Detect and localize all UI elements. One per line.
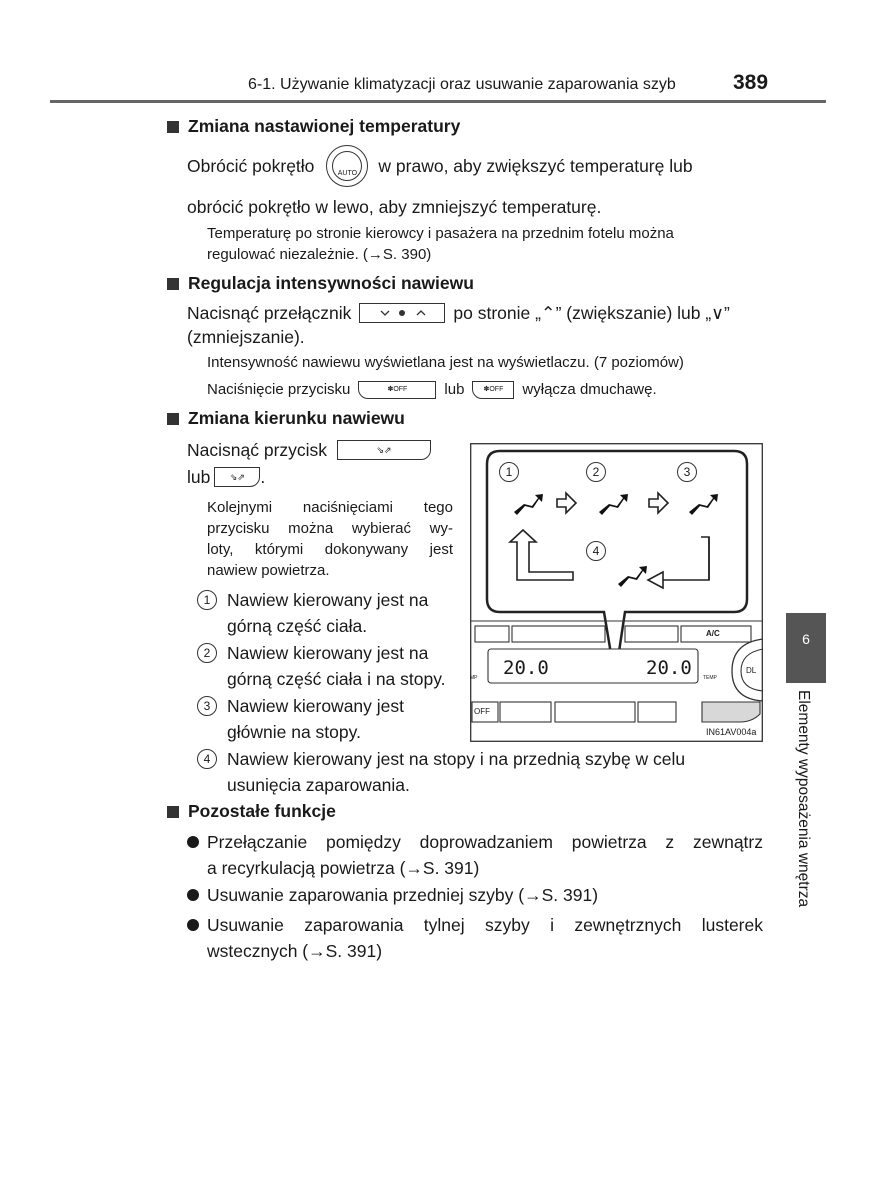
text: wyłącza dmuchawę.: [522, 381, 657, 398]
knob-label: AUTO: [337, 170, 358, 177]
off-label: OFF: [489, 386, 504, 393]
figure-callout-3: 3: [677, 462, 697, 482]
item-number: 1: [197, 590, 217, 610]
text-line: przycisku można wybierać wy-: [207, 520, 453, 537]
header-rule: [50, 100, 826, 103]
mode-item: [197, 587, 453, 639]
figure-callout-4: 4: [586, 541, 606, 561]
dir-paragraph: [207, 497, 453, 581]
temp-note-2: regulować niezależnie. (→S. 390): [207, 246, 432, 263]
item-number: 3: [197, 696, 217, 716]
text: Nawiew kierowany jest: [227, 696, 405, 716]
heading-text: Zmiana nastawionej temperatury: [188, 116, 461, 136]
text: lub: [187, 467, 211, 487]
dir-line-2: [187, 464, 265, 490]
mode-button-wide-icon: ⇘⇗: [337, 440, 431, 460]
fan-note-1: Intensywność nawiewu wyświetlana jest na wyświetlaczu. (7 poziomów): [207, 354, 684, 371]
text: Nacisnąć przełącznik: [187, 303, 352, 323]
bullet-icon: [187, 889, 199, 901]
bullet-item: [187, 882, 763, 908]
heading-text: Zmiana kierunku nawiewu: [188, 408, 405, 428]
text: Nawiew kierowany jest na: [227, 590, 429, 610]
fan-switch-icon: [359, 303, 445, 323]
text: Nacisnąć przycisk: [187, 440, 328, 460]
bullet-item: [187, 912, 763, 964]
text: usunięcia zaparowania.: [227, 775, 410, 795]
text: Usuwanie zaparowania przedniej szyby (→S. 391): [207, 885, 599, 905]
bullet-item: [187, 829, 763, 881]
square-bullet-icon: [167, 413, 179, 425]
section-heading-temperature: [167, 116, 460, 137]
dir-line-1: [187, 437, 431, 463]
text: Naciśnięcie przycisku: [207, 381, 351, 398]
mode-item: [197, 693, 453, 745]
text: Przełączanie pomiędzy doprowadzaniem powietrza z zewnątrz: [207, 832, 763, 852]
item-number: 4: [197, 749, 217, 769]
text: Nawiew kierowany jest na: [227, 643, 429, 663]
text: głównie na stopy.: [227, 722, 361, 742]
figure-dial-label: DL: [746, 666, 757, 675]
text: po stronie „⌃” (zwiększanie) lub „∨”: [453, 303, 730, 323]
ac-button-label: A/C: [706, 629, 720, 638]
text: a recyrkulacją powietrza (→S. 391): [207, 858, 480, 878]
figure-callout-1: 1: [499, 462, 519, 482]
text: wstecznych (→S. 391): [207, 941, 383, 961]
square-bullet-icon: [167, 278, 179, 290]
temperature-knob-icon: [326, 145, 368, 187]
bullet-icon: [187, 919, 199, 931]
fan-line-2: (zmniejszanie).: [187, 327, 305, 347]
section-heading-fan: [167, 273, 474, 294]
fan-line-1: [187, 300, 730, 326]
display-temp-left: 20.0: [503, 657, 549, 679]
chapter-tab: [786, 613, 826, 683]
text-line: nawiew powietrza.: [207, 562, 330, 579]
text: w prawo, aby zwiększyć temperaturę lub: [378, 156, 693, 176]
off-button-small-icon: ✽ OFF: [472, 381, 514, 399]
section-heading-other: [167, 801, 336, 822]
heading-text: Pozostałe funkcje: [188, 801, 336, 821]
mode-item: [197, 746, 763, 798]
text: Usuwanie zaparowania tylnej szyby i zewnętrznych lusterek: [207, 915, 763, 935]
figure-code: IN61AV004a: [706, 727, 757, 737]
item-number: 2: [197, 643, 217, 663]
chapter-title: Elementy wyposażenia wnętrza: [795, 690, 812, 908]
off-button-icon: ✽ OFF: [358, 381, 436, 399]
fan-note-2: [207, 379, 657, 400]
square-bullet-icon: [167, 121, 179, 133]
display-temp-right: 20.0: [646, 657, 692, 679]
airflow-mode-figure: [470, 443, 763, 742]
text: górną część ciała i na stopy.: [227, 669, 446, 689]
figure-temp-label-left: MP: [470, 675, 478, 681]
figure-off-label: OFF: [474, 707, 490, 716]
text-line: loty, którymi dokonywany jest: [207, 541, 453, 558]
text: górną część ciała.: [227, 616, 368, 636]
mode-button-small-icon: ⇘⇗: [214, 467, 260, 487]
figure-temp-label-right: TEMP: [703, 675, 717, 681]
text: .: [260, 467, 266, 487]
text: Obrócić pokrętło: [187, 156, 315, 176]
mode-item: [197, 640, 453, 692]
chapter-tab-label: [786, 690, 826, 940]
text-line: Kolejnymi naciśnięciami tego: [207, 499, 453, 516]
square-bullet-icon: [167, 806, 179, 818]
text: lub: [444, 381, 465, 398]
running-header: 6-1. Używanie klimatyzacji oraz usuwanie zaparowania szyb: [248, 76, 676, 93]
chapter-number: 6: [802, 631, 810, 647]
text: Nawiew kierowany jest na stopy i na przednią szybę w celu: [227, 749, 686, 769]
off-label: OFF: [393, 386, 408, 393]
temp-line-2: obrócić pokrętło w lewo, aby zmniejszyć temperaturę.: [187, 197, 602, 217]
temp-line-1: [187, 145, 693, 187]
heading-text: Regulacja intensywności nawiewu: [188, 273, 474, 293]
page-number: 389: [733, 71, 769, 94]
figure-callout-2: 2: [586, 462, 606, 482]
section-heading-direction: [167, 408, 405, 429]
temp-note-1: Temperaturę po stronie kierowcy i pasażera na przednim fotelu można: [207, 225, 674, 242]
bullet-icon: [187, 836, 199, 848]
